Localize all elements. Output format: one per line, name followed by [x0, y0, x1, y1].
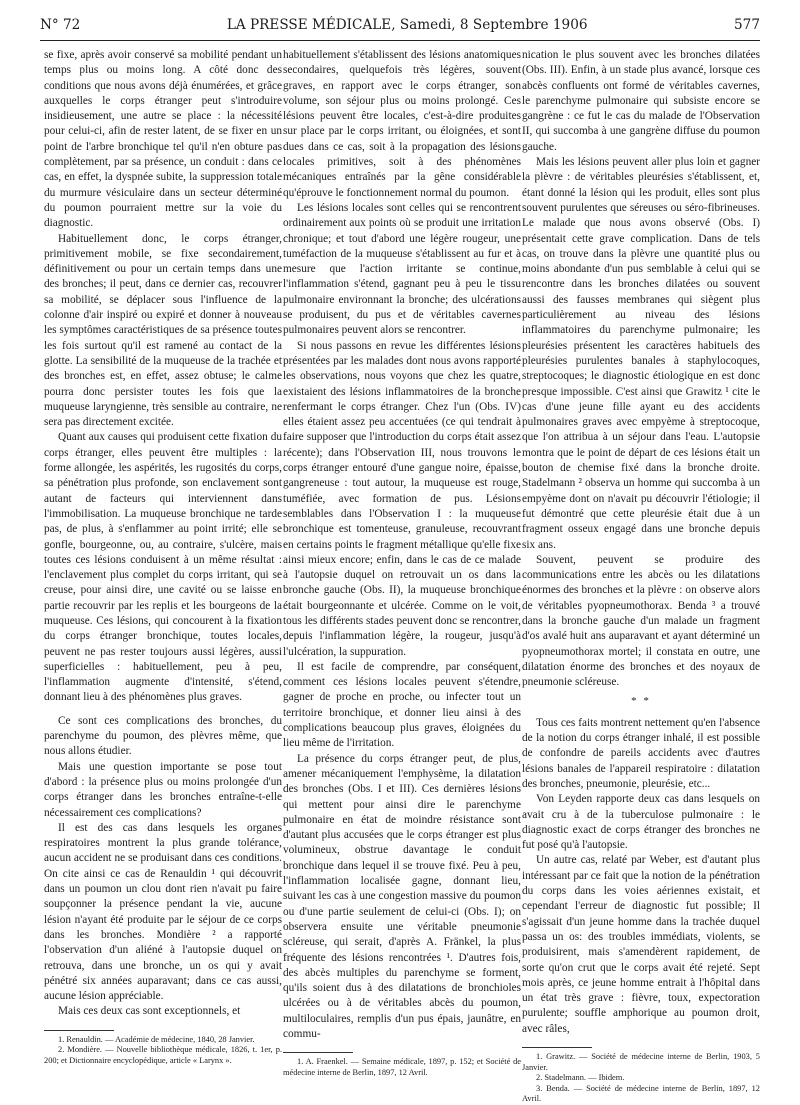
- journal-title: LA PRESSE MÉDICALE, Samedi, 8 Septembre 1906: [226, 17, 588, 33]
- paragraph: Si nous passons en revue les différentes lésions présentées par les malades dont nous avons rapporté les observations, nous voyons que chez les quatre, existaient des lésions inflammatoires de la bronche renfermant le corps étranger. Chez l'un (Obs. IV) elles étaient assez peu accentuées (ce qui tendrait à faire supposer que l'introduction du corps était assez récente); dans l'Observation III, nous trouvons le corps étranger entouré d'une gangue noire, épaisse, gangreneuse : tout autour, la muqueuse est rouge, tuméfiée, avec formation de pus. Lésions semblables dans l'Observation I : la muqueuse bronchique est tomenteuse, granuleuse, recouvrant en certains points le fragment métallique qu'elle fixe ainsi mieux encore; enfin, dans le cas de ce malade à l'autopsie duquel on retrouvait un os dans la bronche gauche (Obs. II), la muqueuse bronchique était bourgeonnante et ulcérée. Comme on le voit, tous les différents stades peuvent donc se rencontrer, depuis l'inflammation légère, la rougeur, jusqu'à l'ulcération, la suppuration.: [283, 339, 521, 658]
- page-header: [40, 14, 760, 36]
- column-3: [522, 48, 760, 1103]
- paragraph: Il est des cas dans lesquels les organes respiratoires montrent la plus grande tolérance, aucun accident ne se produisant dans ces conditions. On cite ainsi ce cas de Renauldin ¹ qui découvrit dans un poumon un clou dont rien n'avait pu faire soupçonner la présence pendant la vie, aucune lésion n'ayant été produite par le séjour de ce corps dans les bronches. Mondière ² a rapporté l'observation d'un aliéné à l'autopsie duquel on retrouva, dans une bronche, un os qui y avait pénétré six années auparavant; dans ce cas aussi, aucune lésion appréciable.: [44, 821, 282, 1003]
- paragraph: Tous ces faits montrent nettement qu'en l'absence de la notion du corps étranger inhalé, il est possible de confondre de pareils accidents avec d'autres lésions banales de l'appareil respiratoire : dilatation des bronches, pneumonie, pleurésie, etc...: [522, 716, 760, 790]
- footnote: 1. Grawitz. — Société de médecine interne de Berlin, 1903, 5 Janvier.: [522, 1052, 760, 1072]
- paragraph: Les lésions locales sont celles qui se rencontrent ordinairement aux points où se produit une irritation chronique; et tout d'abord une légère rougeur, une tuméfaction de la muqueuse s'établissent au fur et à mesure que l'action irritante se continue, l'inflammation s'étend, gagnant peu à peu le tissu pulmonaire environnant la bronche; des ulcérations se produisent, du pus et de véritables cavernes pulmonaires peuvent alors se rencontrer.: [283, 201, 521, 337]
- column-1: [44, 48, 282, 1076]
- paragraph: habituellement s'établissent des lésions anatomiques secondaires, quelquefois très légères, souvent graves, en rapport avec le corps étranger, son volume, son séjour plus ou moins prolongé. Ces lésions peuvent être locales, c'est-à-dire produites sur place par le corps irritant, ou éloignées, et sont dues dans ce cas, soit à la propagation des lésions locales primitives, soit à des phénomènes mécaniques entraînés par la gêne considérable qu'éprouve le fonctionnement normal du poumon.: [283, 49, 521, 199]
- page-number: 577: [734, 17, 760, 33]
- footnote-rule: [522, 1047, 592, 1048]
- paragraph: Ce sont ces complications des bronches, du parenchyme du poumon, des plèvres même, que nous allons étudier.: [44, 714, 282, 758]
- paragraph: Un autre cas, relaté par Weber, est d'autant plus intéressant par ce fait que la notion de la pénétration du corps dans les voies aériennes existait, et cependant l'erreur de diagnostic fut possible; Il s'agissait d'un jeune homme dans la trachée duquel passa un os: des troubles immédiats, violents, se produisirent, mais s'amendèrent rapidement, de sorte qu'on crut que le corps avait été rejeté. Sept mois après, ce jeune homme entrait à l'hôpital dans un état très grave : fièvre, toux, expectoration purulente; souffle amphorique au poumon droit, avec râles,: [522, 854, 760, 1035]
- paragraph: La présence du corps étranger peut, de plus, amener mécaniquement l'emphysème, la dilatation des bronches (Obs. I et III). Ces dernières lésions qui mettent pour ainsi dire le parenchyme pulmonaire en état de moindre résistance sont d'autant plus accusées que le corps étranger est plus volumineux, obstrue davantage le conduit bronchique dans lequel il se trouve fixé. Peu à peu, l'inflammation localisée gagne, donnant lieu, suivant les cas à une congestion massive du poumon ou d'une partie seulement de celui-ci (Obs. I); on observera ensuite une véritable pneumonie scléreuse, qui serait, d'après A. Fränkel, la plus fréquente des lésions rencontrées ¹. D'autres fois, des abcès multiples du parenchyme se forment, qu'ils soient dus à des dilatations de bronchioles ulcérées ou à de véritables abcès du poumon, multiloculaires, remplis d'un pus épais, jaunâtre, en commu-: [283, 752, 521, 1040]
- footnote: 1. Renauldin. — Académie de médecine, 1840, 28 Janvier.: [58, 1034, 255, 1044]
- section-separator: * *: [631, 695, 651, 708]
- paragraph: se fixe, après avoir conservé sa mobilité pendant un temps plus ou moins long. A côté donc des conditions que nous avons déjà énumérées, et grâce auxquelles le corps étranger peut s'introduire insidieusement, une autre se place : la nécessité pour celui-ci, afin de rester latent, de se fixer en un point de l'arbre bronchique tel qu'il n'en obture pas complètement, par sa présence, un conduit : dans ce cas, en effet, la dyspnée subite, la suppression totale du murmure vésiculaire dans un secteur déterminé du poumon pourraient mettre sur la voie du diagnostic.: [44, 49, 282, 230]
- footnote: 2. Mondière. — Nouvelle bibliothèque médicale, 1826, t. 1er, p. 200; et Dictionnaire encyclopédique, article « Larynx ».: [44, 1045, 282, 1065]
- issue-number: N° 72: [40, 17, 81, 33]
- paragraph: Mais une question importante se pose tout d'abord : la présence plus ou moins prolongée d'un corps étranger dans les bronches entraîne-t-elle nécessairement ces complications?: [44, 760, 282, 819]
- paragraph: Habituellement donc, le corps étranger, primitivement mobile, se fixe secondairement, définitivement ou pour un certain temps dans une des bronches; il peut, dans ce dernier cas, recouvrer sa mobilité, se déplacer sous l'influence de la colonne d'air inspiré ou expiré et donner à nouveau les symptômes caractéristiques de sa présence toutes les fois surtout qu'il est ramené au contact de la glotte. La sensibilité de la muqueuse de la trachée et des bronches est, en effet, assez obtuse; le calme pourra donc persister toutes les fois que la muqueuse laryngienne, très sensible au contraire, ne sera pas directement excitée.: [44, 232, 282, 429]
- column-2: [283, 48, 521, 1076]
- paragraph: nication le plus souvent avec les bronches dilatées (Obs. III). Enfin, à un stade plus avancé, lorsque ces abcès confluents ont formé de véritables cavernes, le parenchyme pulmonaire qui subsiste encore se gangrène : ce fut le cas du malade de l'Observation II, qui succomba à une gangrène diffuse du poumon gauche.: [522, 49, 760, 153]
- footnote-rule: [44, 1030, 114, 1031]
- paragraph: Souvent, peuvent se produire des communications entre les abcès ou les dilatations énormes des bronches et la plèvre : on observe alors de véritables pyopneumothorax. Benda ³ a trouvé dans la bronche gauche d'un malade un fragment d'os avalé huit ans auparavant et ayant déterminé un pyopneumothorax mortel; il constata en outre, une dilatation énorme des bronches et des noyaux de pneumonie scléreuse.: [522, 553, 760, 689]
- footnote: 1. A. Fraenkel. — Semaine médicale, 1897, p. 152; et Société de médecine interne de Berlin, 1897, 12 Avril.: [283, 1057, 521, 1077]
- paragraph: Il est facile de comprendre, par conséquent, comment ces lésions locales peuvent s'étendre, gagner de proche en proche, ou infecter tout un territoire bronchique, et donner lieu ainsi à des complications beaucoup plus graves, éloignées du lieu même de l'irritation.: [283, 660, 521, 750]
- footnote: 2. Stadelmann. — Ibidem.: [536, 1073, 625, 1082]
- footnote: 3. Benda. — Société de médecine interne de Berlin, 1897, 12 Avril.: [522, 1083, 760, 1103]
- footnote-rule: [283, 1052, 353, 1053]
- paragraph: Von Leyden rapporte deux cas dans lesquels on avait cru à de la tuberculose pulmonaire : le diagnostic exact de corps étranger des bronches ne fut posé qu'à l'autopsie.: [522, 793, 760, 852]
- paragraph: Mais ces deux cas sont exceptionnels, et: [58, 1005, 241, 1018]
- paragraph: Quant aux causes qui produisent cette fixation du corps étranger, elles peuvent être multiples : la forme allongée, les aspérités, les rugosités du corps, sa pénétration plus profonde, son enclavement sont autant de facteurs qui interviennent dans l'immobilisation. La muqueuse bronchique ne tarde pas, de plus, à s'enflammer au point irrité; elle se gonfle, bourgeonne, ou, au contraire, s'ulcère, mais toutes ces lésions conduisent à un même résultat : l'enclavement plus complet du corps irritant, qui se creuse, pour ainsi dire, une cavité ou se laisse en partie recouvrir par les replis et les bourgeons de la muqueuse. Ces lésions, qui concourent à la fixation du corps étranger bronchique, toutes locales, peuvent ne pas rester toujours aussi légères, aussi superficielles : habituellement, peu à peu, l'inflammation augmente d'intensité, s'étend, donnant lieu à des phénomènes plus graves.: [44, 431, 282, 704]
- header-rule: [40, 40, 760, 41]
- paragraph: Mais les lésions peuvent aller plus loin et gagner la plèvre : de véritables pleurésies s'établissent, et, étant donné la lésion qui les produit, elles sont plus souvent purulentes que séreuses ou séro-fibrineuses. Le malade que nous avons observé (Obs. I) présentait cette grave complication. Dans de tels cas, on trouve dans la plèvre une quantité plus ou moins abondante d'un pus semblable à celui qui se rencontre dans les bronches dilatées ou souvent aussi des fausses membranes qui siègent plus particulièrement au niveau des lésions inflammatoires du parenchyme pulmonaire; les pleurésies présentent les caractères habituels des pleurésies purulentes banales à staphylocoques, streptocoques; le diagnostic étiologique en est donc presque impossible. C'est ainsi que Grawitz ¹ cite le cas d'une jeune fille ayant eu des accidents pulmonaires graves avec empyème à streptocoque, que l'on attribua à un séjour dans l'eau. L'autopsie montra que le point de départ de ces lésions était un bouton de chemise fixé dans la bronche droite. Stadelmann ² observa un homme qui succomba à un empyème dont on n'avait pu découvrir l'étiologie; il fut démontré que cette pleurésie était due à un fragment osseux engagé dans une bronche depuis six ans.: [522, 156, 760, 551]
